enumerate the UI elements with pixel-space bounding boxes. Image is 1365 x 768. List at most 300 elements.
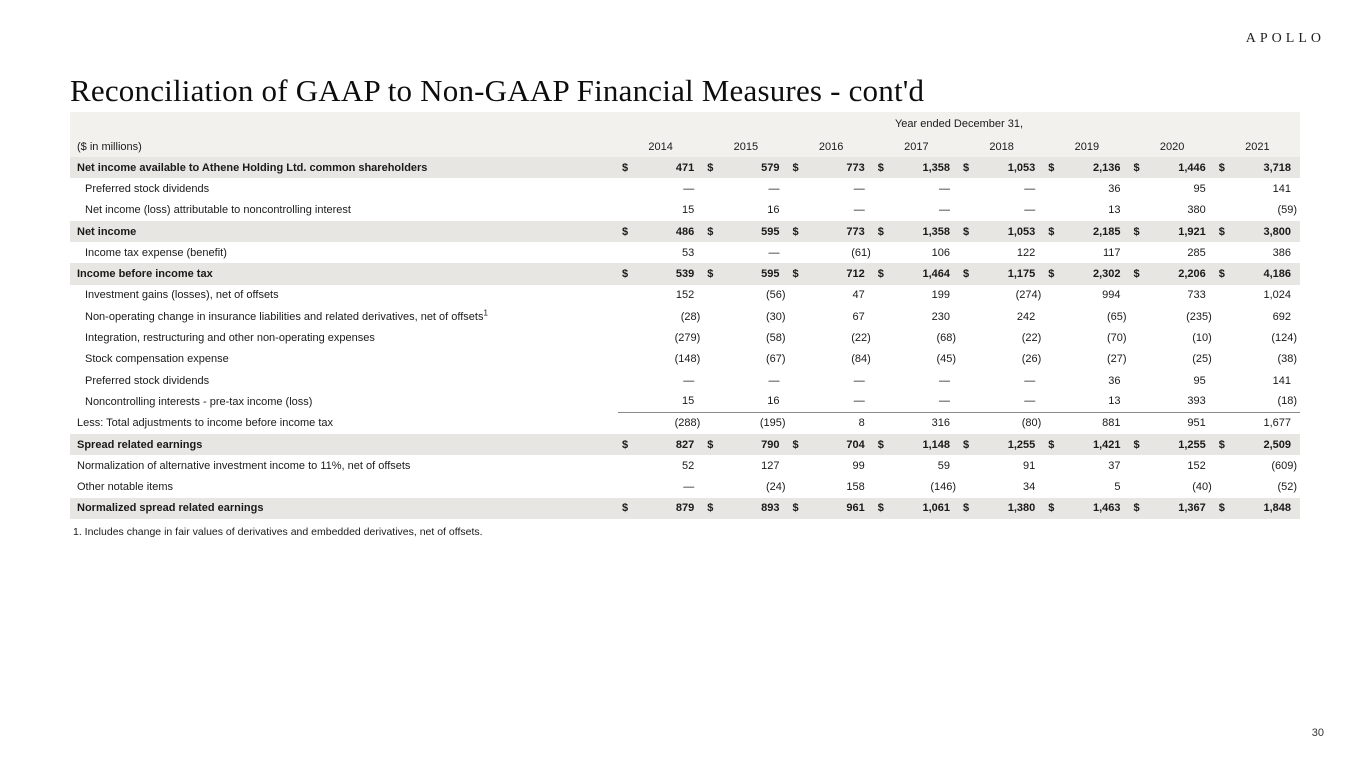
cell-value: 13	[1108, 204, 1121, 217]
value-cell	[874, 391, 959, 412]
cell-value: (26)	[1021, 353, 1042, 366]
value-cell	[789, 204, 874, 216]
cell-value: (70)	[1106, 332, 1127, 345]
dollar-sign: $	[707, 161, 714, 174]
cell-value: 1,053	[1007, 225, 1036, 238]
value-cell	[1044, 332, 1129, 344]
cell-value: 285	[1187, 246, 1206, 259]
table-row	[70, 476, 1300, 497]
cell-value: 16	[767, 395, 780, 408]
value-cell	[1215, 247, 1300, 259]
cell-value: —	[683, 374, 695, 387]
value-cell	[1215, 311, 1300, 323]
value-cell	[618, 502, 703, 514]
cell-value: 34	[1023, 481, 1036, 494]
value-cell	[1130, 481, 1215, 493]
dollar-sign: $	[1048, 502, 1055, 515]
value-cell	[703, 247, 788, 259]
cell-value: 380	[1187, 204, 1206, 217]
cell-value: (65)	[1106, 310, 1127, 323]
dollar-sign: $	[622, 161, 629, 174]
year-label: 2015	[733, 140, 759, 153]
cell-value: —	[939, 182, 950, 195]
value-cell	[1215, 226, 1300, 238]
cell-value: 773	[846, 225, 865, 238]
value-cell	[1130, 502, 1215, 514]
value-cell	[874, 226, 959, 238]
value-cell	[618, 439, 703, 451]
cell-value: 67	[852, 310, 865, 323]
footnote-marker: 1	[483, 308, 488, 318]
dollar-sign: $	[1048, 268, 1055, 281]
value-cell	[703, 417, 788, 429]
row-label: Investment gains (losses), net of offsets	[85, 289, 279, 302]
table-row	[70, 200, 1300, 221]
cell-value: 230	[931, 310, 950, 323]
row-label: Non-operating change in insurance liabilities and related derivatives, net of offsets$^1$	[85, 308, 488, 323]
cell-value: 1,421	[1092, 438, 1121, 451]
value-cell	[1044, 375, 1129, 387]
cell-value: (61)	[851, 246, 871, 259]
table-row	[70, 349, 1300, 370]
value-cell	[959, 375, 1044, 387]
value-cell	[789, 289, 874, 301]
value-cell	[789, 417, 874, 429]
cell-value: (279)	[674, 332, 701, 345]
table-row	[70, 178, 1300, 199]
value-cell	[874, 460, 959, 472]
dollar-sign: $	[963, 502, 970, 515]
cell-value: (45)	[936, 353, 956, 366]
cell-value: (80)	[1021, 417, 1042, 430]
table-header-years-row	[70, 136, 1300, 157]
value-cell	[618, 226, 703, 238]
value-cell	[1044, 289, 1129, 301]
value-cell	[703, 332, 788, 344]
cell-value: 595	[761, 225, 780, 238]
value-cell	[1130, 204, 1215, 216]
cell-value: 951	[1187, 417, 1206, 430]
cell-value: (22)	[851, 332, 871, 345]
value-cell	[1215, 204, 1300, 216]
dollar-sign: $	[622, 268, 629, 281]
value-cell	[874, 183, 959, 195]
cell-value: 1,848	[1263, 502, 1291, 515]
cell-value: 2,206	[1178, 268, 1206, 281]
cell-value: 52	[682, 459, 695, 472]
cell-value: (18)	[1277, 395, 1297, 408]
value-cell	[703, 162, 788, 174]
cell-value: 393	[1187, 395, 1206, 408]
cell-value: —	[939, 374, 950, 387]
value-cell	[618, 204, 703, 216]
cell-value: 127	[761, 459, 780, 472]
cell-value: 158	[846, 481, 865, 494]
cell-value: —	[768, 246, 780, 259]
value-cell	[789, 375, 874, 387]
value-cell	[874, 247, 959, 259]
reconciliation-table	[70, 112, 1300, 519]
dollar-sign: $	[1218, 268, 1225, 281]
value-cell	[618, 481, 703, 493]
value-cell	[959, 417, 1044, 429]
table-row	[70, 498, 1300, 519]
year-label: 2018	[989, 140, 1014, 153]
year-label: 2021	[1245, 140, 1270, 153]
cell-value: (52)	[1277, 481, 1297, 494]
value-cell	[1044, 204, 1129, 216]
cell-value: —	[1024, 395, 1036, 408]
value-cell	[789, 332, 874, 344]
cell-value: 91	[1023, 459, 1036, 472]
value-cell	[1044, 391, 1129, 412]
table-row	[70, 157, 1300, 178]
cell-value: (146)	[930, 481, 956, 494]
dollar-sign: $	[1048, 438, 1055, 451]
dollar-sign: $	[1133, 438, 1140, 451]
cell-value: 733	[1187, 289, 1206, 302]
value-cell	[874, 332, 959, 344]
cell-value: (28)	[680, 310, 701, 323]
value-cell	[618, 460, 703, 472]
table-row	[70, 306, 1300, 327]
value-cell	[703, 391, 788, 412]
row-label: Preferred stock dividends	[85, 374, 210, 387]
value-cell	[789, 502, 874, 514]
value-cell	[959, 311, 1044, 323]
cell-value: (27)	[1106, 353, 1127, 366]
row-label: Noncontrolling interests - pre-tax income (loss)	[85, 395, 313, 408]
dollar-sign: $	[963, 161, 970, 174]
cell-value: 2,509	[1263, 438, 1291, 451]
year-label: 2020	[1159, 140, 1185, 153]
row-label: Integration, restructuring and other non-operating expenses	[85, 332, 375, 345]
dollar-sign: $	[707, 502, 714, 515]
value-cell	[1044, 353, 1129, 365]
value-cell	[703, 439, 788, 451]
value-cell	[618, 375, 703, 387]
cell-value: (56)	[765, 289, 786, 302]
value-cell	[874, 311, 959, 323]
cell-value: 117	[1102, 246, 1121, 259]
cell-value: 4,186	[1263, 268, 1291, 281]
value-cell	[618, 247, 703, 259]
value-cell	[1215, 353, 1300, 365]
table-row	[70, 434, 1300, 455]
dollar-sign: $	[792, 268, 799, 281]
cell-value: 3,718	[1263, 161, 1291, 174]
value-cell	[618, 311, 703, 323]
value-cell	[789, 311, 874, 323]
value-cell	[874, 502, 959, 514]
cell-value: 1,061	[922, 502, 950, 515]
dollar-sign: $	[1218, 502, 1225, 515]
value-cell	[618, 417, 703, 429]
dollar-sign: $	[877, 438, 884, 451]
cell-value: 1,024	[1263, 289, 1291, 302]
cell-value: (10)	[1192, 332, 1212, 345]
cell-value: 539	[675, 268, 695, 281]
value-cell	[1130, 391, 1215, 412]
value-cell	[703, 268, 788, 280]
row-label: Stock compensation expense	[85, 353, 229, 366]
cell-value: 99	[852, 459, 865, 472]
cell-value: 486	[675, 225, 695, 238]
value-cell	[1130, 162, 1215, 174]
cell-value: 199	[931, 289, 950, 302]
cell-value: 316	[931, 417, 950, 430]
value-cell	[874, 417, 959, 429]
cell-value: 386	[1272, 246, 1291, 259]
cell-value: (22)	[1021, 332, 1042, 345]
value-cell	[789, 439, 874, 451]
dollar-sign: $	[792, 438, 799, 451]
value-cell	[1044, 226, 1129, 238]
cell-value: (58)	[765, 332, 786, 345]
value-cell	[1130, 417, 1215, 429]
apollo-logo: APOLLO	[1245, 31, 1325, 46]
value-cell	[789, 460, 874, 472]
value-cell	[874, 481, 959, 493]
dollar-sign: $	[1133, 502, 1140, 515]
cell-value: —	[853, 204, 865, 217]
dollar-sign: $	[1133, 268, 1140, 281]
cell-value: 1,921	[1178, 225, 1206, 238]
value-cell	[874, 289, 959, 301]
value-cell	[618, 162, 703, 174]
cell-value: 15	[682, 204, 695, 217]
table-row	[70, 263, 1300, 284]
dollar-sign: $	[1218, 161, 1225, 174]
cell-value: 2,185	[1092, 225, 1121, 238]
value-cell	[1130, 460, 1215, 472]
value-cell	[789, 353, 874, 365]
cell-value: 15	[682, 395, 695, 408]
dollar-sign: $	[707, 438, 714, 451]
cell-value: 2,302	[1092, 268, 1121, 281]
value-cell	[789, 162, 874, 174]
value-cell	[703, 311, 788, 323]
cell-value: (609)	[1271, 459, 1297, 472]
row-label: Income tax expense (benefit)	[85, 246, 227, 259]
dollar-sign: $	[792, 225, 799, 238]
dollar-sign: $	[792, 502, 799, 515]
table-rows	[70, 157, 1300, 519]
value-cell	[1130, 311, 1215, 323]
row-label: Other notable items	[77, 481, 173, 494]
cell-value: 961	[846, 502, 865, 515]
value-cell	[1044, 268, 1129, 280]
cell-value: —	[683, 182, 695, 195]
cell-value: 95	[1193, 374, 1206, 387]
cell-value: —	[939, 204, 950, 217]
value-cell	[959, 439, 1044, 451]
value-cell	[874, 162, 959, 174]
page-number: 30	[1311, 727, 1324, 739]
dollar-sign: $	[1048, 161, 1055, 174]
value-cell	[1130, 289, 1215, 301]
value-cell	[1215, 439, 1300, 451]
value-cell	[618, 183, 703, 195]
value-cell	[618, 391, 703, 412]
value-cell	[959, 268, 1044, 280]
value-cell	[1044, 481, 1129, 493]
value-cell	[1130, 375, 1215, 387]
value-cell	[959, 353, 1044, 365]
dollar-sign: $	[707, 268, 714, 281]
cell-value: 1,255	[1178, 438, 1206, 451]
value-cell	[618, 353, 703, 365]
value-cell	[959, 332, 1044, 344]
cell-value: (288)	[674, 417, 701, 430]
cell-value: 53	[682, 246, 695, 259]
value-cell	[1130, 247, 1215, 259]
value-cell	[1215, 268, 1300, 280]
value-cell	[703, 183, 788, 195]
cell-value: 1,148	[922, 438, 950, 451]
year-label: 2017	[904, 140, 929, 153]
cell-value: —	[768, 374, 780, 387]
value-cell	[959, 460, 1044, 472]
cell-value: 1,175	[1007, 268, 1036, 281]
table-row	[70, 221, 1300, 242]
dollar-sign: $	[622, 225, 629, 238]
cell-value: 16	[767, 204, 780, 217]
cell-value: 106	[931, 246, 950, 259]
dollar-sign: $	[622, 438, 629, 451]
value-cell	[1215, 375, 1300, 387]
dollar-sign: $	[622, 502, 629, 515]
cell-value: —	[683, 481, 695, 494]
table-row	[70, 455, 1300, 476]
cell-value: 95	[1193, 182, 1206, 195]
row-label: Less: Total adjustments to income before income tax	[77, 417, 333, 430]
value-cell	[1215, 502, 1300, 514]
value-cell	[874, 353, 959, 365]
table-row	[70, 370, 1300, 391]
value-cell	[1215, 289, 1300, 301]
cell-value: (124)	[1271, 332, 1297, 345]
cell-value: 36	[1108, 374, 1121, 387]
cell-value: 122	[1016, 246, 1036, 259]
value-cell	[789, 268, 874, 280]
value-cell	[1044, 502, 1129, 514]
dollar-sign: $	[707, 225, 714, 238]
cell-value: 13	[1108, 395, 1121, 408]
value-cell	[789, 391, 874, 412]
cell-value: —	[1024, 182, 1036, 195]
value-cell	[959, 247, 1044, 259]
cell-value: 595	[761, 268, 780, 281]
value-cell	[959, 391, 1044, 412]
cell-value: 704	[846, 438, 865, 451]
dollar-sign: $	[1218, 225, 1225, 238]
year-label: 2014	[648, 140, 673, 153]
cell-value: 47	[852, 289, 865, 302]
value-cell	[1044, 460, 1129, 472]
cell-value: 8	[858, 417, 865, 430]
value-cell	[1130, 183, 1215, 195]
cell-value: 1,380	[1007, 502, 1036, 515]
value-cell	[703, 502, 788, 514]
row-label: Income before income tax	[77, 268, 213, 281]
table-header	[70, 112, 1300, 157]
cell-value: 36	[1108, 182, 1121, 195]
cell-value: 1,358	[922, 225, 950, 238]
page-title: Reconciliation of GAAP to Non-GAAP Financial Measures - cont'd	[70, 72, 925, 108]
units-note: ($ in millions)	[77, 140, 142, 153]
cell-value: 152	[675, 289, 695, 302]
value-cell	[618, 332, 703, 344]
value-cell	[1130, 268, 1215, 280]
cell-value: —	[939, 395, 950, 408]
cell-value: 242	[1016, 310, 1036, 323]
cell-value: (25)	[1192, 353, 1212, 366]
cell-value: —	[1024, 204, 1036, 217]
dollar-sign: $	[963, 225, 970, 238]
cell-value: 1,464	[922, 268, 950, 281]
year-label: 2019	[1074, 140, 1100, 153]
dollar-sign: $	[1048, 225, 1055, 238]
value-cell	[1215, 183, 1300, 195]
value-cell	[1044, 247, 1129, 259]
dollar-sign: $	[877, 268, 884, 281]
cell-value: (30)	[765, 310, 786, 323]
value-cell	[789, 481, 874, 493]
cell-value: 1,463	[1092, 502, 1121, 515]
cell-value: 1,255	[1007, 438, 1036, 451]
row-label: Preferred stock dividends	[85, 182, 210, 195]
cell-value: 141	[1272, 374, 1291, 387]
value-cell	[703, 353, 788, 365]
value-cell	[703, 460, 788, 472]
value-cell	[1130, 332, 1215, 344]
cell-value: (68)	[936, 332, 956, 345]
cell-value: (235)	[1186, 310, 1212, 323]
cell-value: 5	[1114, 481, 1121, 494]
value-cell	[1215, 391, 1300, 412]
value-cell	[959, 183, 1044, 195]
cell-value: —	[853, 395, 865, 408]
value-cell	[1044, 417, 1129, 429]
cell-value: (59)	[1277, 204, 1297, 217]
cell-value: 152	[1187, 459, 1206, 472]
cell-value: 1,446	[1178, 161, 1206, 174]
row-label: Normalized spread related earnings	[77, 502, 264, 515]
table-row	[70, 413, 1300, 434]
year-ended-header: Year ended December 31,	[894, 118, 1023, 130]
value-cell	[959, 481, 1044, 493]
cell-value: 59	[937, 459, 950, 472]
value-cell	[1130, 226, 1215, 238]
year-label: 2016	[818, 140, 844, 153]
cell-value: (38)	[1277, 353, 1297, 366]
cell-value: 1,358	[922, 161, 950, 174]
value-cell	[703, 375, 788, 387]
value-cell	[959, 226, 1044, 238]
value-cell	[959, 204, 1044, 216]
value-cell	[874, 375, 959, 387]
value-cell	[1044, 183, 1129, 195]
value-cell	[874, 268, 959, 280]
value-cell	[1215, 481, 1300, 493]
value-cell	[1044, 162, 1129, 174]
cell-value: 3,800	[1263, 225, 1291, 238]
value-cell	[874, 204, 959, 216]
value-cell	[1215, 460, 1300, 472]
cell-value: 881	[1102, 417, 1121, 430]
cell-value: 790	[761, 438, 780, 451]
